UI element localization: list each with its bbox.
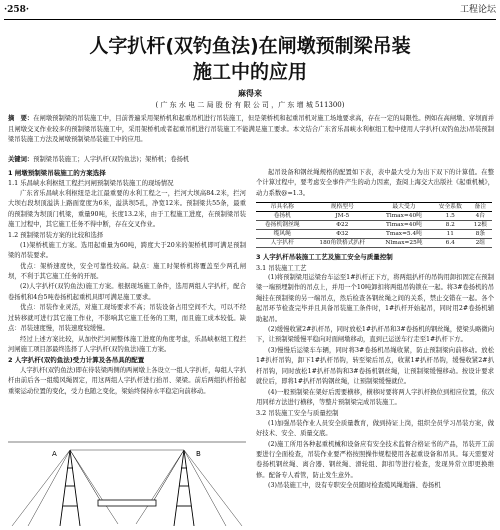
right-column-intro: [256, 168, 494, 199]
table-header-cell: 备注: [469, 203, 492, 212]
precast-beam: [98, 500, 156, 506]
abstract: [8, 114, 494, 146]
paragraph: (1)加强吊装作业人员安全质量教育，做到持证上岗，组织全员学习吊装方案，做好技术、安全、质量交底。: [256, 419, 494, 438]
equipment-table: [256, 202, 492, 248]
table-header-cell: 最大受力: [376, 203, 432, 212]
subsection-heading: 3.2 吊装施工安全与质量控制: [256, 409, 339, 418]
figure-label-a: A: [52, 450, 57, 458]
paper-title-line-2: 施工中的应用: [192, 61, 307, 83]
table-header-row: [256, 203, 492, 212]
table-cell: Tmax=5.4吨: [376, 230, 432, 239]
paragraph: 优点：架桥速度快，安全可靠性较高。缺点：施工时架桥机将覆盖至少两孔闸坝，不利于其它施工任务的开展。: [8, 262, 246, 281]
table-row: [256, 230, 492, 239]
table-row: [256, 221, 492, 230]
section-heading: 2 人字扒杆(双钓鱼法)受力计算及各吊具的配置: [8, 356, 145, 365]
table-header-cell: 安全系数: [432, 203, 469, 212]
author-name: 麻得来: [238, 88, 262, 98]
table-cell: Φ32: [309, 230, 377, 239]
paragraph: (1)将预制梁用运梁台车运至1#扒杆正下方，将两组扒杆的吊钩用卸扣固定在预制梁一端预埋制作的吊点上，并用一个10吨卸扣将两组吊钩锁在一起。将3#卷扬机的吊绳挂在预制梁的另一端吊点，然后检查各钢丝绳之间的关系，禁止交错在一起。各个起吊环节检查完毕并且具备吊装施工条件时，1#扒杆开始起吊，同时用2#卷扬机辅助起吊。: [256, 274, 494, 323]
paragraph: 广东省乐昌峡水利枢纽是北江最重要的水利工程之一，拦河大坝高84.2米，拦河大坝右段坝顶溢洪上路面宽度为6米，溢洪坝5孔，净宽12米。预制梁共55条，最重的预制梁为坝顶门机梁，重量90吨，长度13.2米，由于工程施工进度，在预制梁吊装施工过程中，其它施工任务不得中断，存在交叉作业。: [8, 189, 246, 229]
guy-ropes: [12, 450, 242, 526]
table-cell: 11: [432, 230, 469, 239]
paragraph: 经过上述方案比较，从加快拦河闸整体施工进度的角度考虑，乐昌峡枢纽工程拦河闸施工项目部最终选择了人字扒杆(双钓鱼法)施工方案。: [8, 335, 246, 353]
paragraph: (3)慢慢后运梁车车辆，同时将3#卷扬机吊绳收紧，防止预制梁向前移动。放松1#扒杆吊钩，卸下1#扒杆吊钩，转至梁后吊点，收紧1#扒杆吊钩，缓慢收紧2#扒杆吊钩，同时放松1#扒杆吊钩和3#卷扬机钢丝绳，让预制梁缓慢移动。按设计要求就位后，即将1#扒杆吊钩钢丝绳，让预制梁缓慢就位。: [256, 346, 494, 386]
table-cell: Tlmax=40吨: [376, 212, 432, 221]
table-cell: 缆风绳: [256, 230, 309, 239]
running-header: [4, 2, 496, 18]
paragraph: (1)架桥机施工方案。选用起重量为60吨，跨度大于20米的架桥机即可满足预制梁的吊装要求。: [8, 241, 246, 260]
section-heading: 1 闸墩预制梁吊装施工的方案选择: [8, 169, 106, 177]
right-column: [256, 168, 494, 492]
figure-label-b: B: [196, 450, 201, 458]
table-header-cell: 吊具名称: [256, 203, 309, 212]
header-rule: [4, 19, 496, 20]
table-cell: 12根: [469, 221, 492, 230]
subsection-heading: 1.1 乐昌峡水利枢纽工程拦河闸预制梁吊装施工的现场情况: [8, 179, 174, 188]
right-column-body: [256, 252, 494, 491]
paper-title-line-1: 人字扒杆(双钓鱼法)在闸墩预制梁吊装: [89, 35, 411, 57]
author-affiliation: ( 广 东 水 电 二 局 股 份 有 限 公 司 ，广 东 增 城 511300): [155, 101, 345, 109]
page-number: ·258·: [4, 5, 30, 15]
paragraph: (2)缓慢收紧2#扒杆吊，同时放松1#扒杆吊和3#卷扬机的钢丝绳，使梁头略微向下，让预制梁缓慢平稳向对面闸墩移动，直到已运送车行走至1#扒杆下方。: [256, 326, 494, 344]
table-cell: 2组: [469, 239, 492, 248]
table-cell: 人字扒杆: [256, 239, 309, 248]
table-cell: Nlmax=25吨: [376, 239, 432, 248]
keywords: [8, 155, 494, 165]
table-cell: 4台: [469, 212, 492, 221]
subsection-heading: 3.1 吊装施工工艺: [256, 263, 307, 272]
table-header-cell: 规格型号: [309, 203, 377, 212]
paragraph: (2)人字扒杆(双钓鱼法)施工方案。根据现场施工条件，选用两组人字扒杆，配合卷扬机和4台5吨卷扬机起重机具即可满足施工要求。: [8, 283, 246, 301]
table-cell: 6.4: [432, 239, 469, 248]
paragraph: 优点：吊装作业灵活，对施工现场要求不高；吊装设备占用空间不大，可以不经过转移就可进行其它施工作业，不影响其它施工任务的工期，而且施工成本较低。缺点：吊装速度慢，吊装速度较缓慢。: [8, 304, 246, 333]
hoist-line-a: [70, 450, 100, 500]
paragraph: (3)吊装施工中，设有专职安全员随时检查缆风绳地锚、卷扬机: [268, 482, 441, 490]
hoist-line-b: [154, 450, 184, 500]
paragraph: (2)施工所用各种起重机械和设备应有安全技术监督合格证书的产品，吊装开工前要进行全面检查，吊装作业要严格按照操作规程使用各起重设备和吊具。每天需要对卷扬机钢丝绳、离合器、钢丝绳、滑轮组、卸扣等进行检查，发现异常立即更换维修。配备专人看管，防止发生意外。: [256, 440, 494, 479]
table-cell: 卷扬机: [256, 212, 309, 221]
abstract-text: 在闸墩预制梁的吊装施工中，目前普遍采用架桥机和起重吊机进行吊装施工，但是架桥机和起重吊机对施工场地要求高，存在一定的局限性。例如在高闸墩、穿坝面并且闸墩交叉作业较多的预制梁吊装施工中，采用架桥机或者起重吊机进行吊装施工不能满足施工要求。本文结合广东省乐昌峡水利枢纽工程中使用人字扒杆(双钓鱼法)吊装预制梁吊装施工方法及闸墩预制梁吊装施工中的应用。: [8, 115, 495, 143]
table-cell: 1.5: [432, 212, 469, 221]
table-cell: 8.2: [432, 221, 469, 230]
paragraph: 人字扒杆(双钓鱼法)即在待装梁两侧的两闸墩上各设立一组人字扒杆，每组人字扒杆由前后各一组缆风绳固定，用这两组人字扒杆进行抬吊、架梁。前后两组扒杆抬起重梁运动位置的变化，受力也随之变化，梁始终保持水平稳定向前移动。: [8, 366, 246, 395]
table-cell: Tlmax=40吨: [376, 221, 432, 230]
table-cell: JM-5: [309, 212, 377, 221]
table-cell: 8条: [469, 230, 492, 239]
section-heading: 3 人字扒杆吊装施工工艺及施工安全与质量控制: [256, 253, 393, 262]
keywords-text: 预制梁吊装施工；人字扒杆(双钓鱼法)；架桥机；卷扬机: [33, 156, 190, 163]
table-cell: 卷扬机钢丝绳: [256, 221, 309, 230]
table-body: [256, 212, 492, 248]
table-cell: 180角铁格式扒杆: [309, 239, 377, 248]
left-column: [8, 168, 246, 397]
table-cell: Φ22: [309, 221, 377, 230]
keywords-label: 关键词：: [8, 156, 34, 163]
subsection-heading: 1.2 预制梁吊装方案的比较和选择: [8, 231, 104, 240]
abstract-label: 摘 要：: [8, 115, 34, 122]
gin-pole-figure: [8, 436, 246, 530]
paragraph: 起吊设备和钢丝绳规格的配置如下表，表中最大受力为出下双下的计算值。在整个计算过程中，要考虑安全事件产生的动力因素，查阅上海交大出版社《起重机械》，动力系数@=1.3。: [256, 169, 494, 197]
table-row: [256, 239, 492, 248]
paragraph: (4)一般预制梁在架好后需要横移，横移时要将两人字扒杆换位到相应位置，依次用同样方法进行横移，等整片预制梁完成吊装施工。: [256, 388, 494, 406]
table-row: [256, 212, 492, 221]
journal-name: 工程论坛: [459, 5, 496, 15]
